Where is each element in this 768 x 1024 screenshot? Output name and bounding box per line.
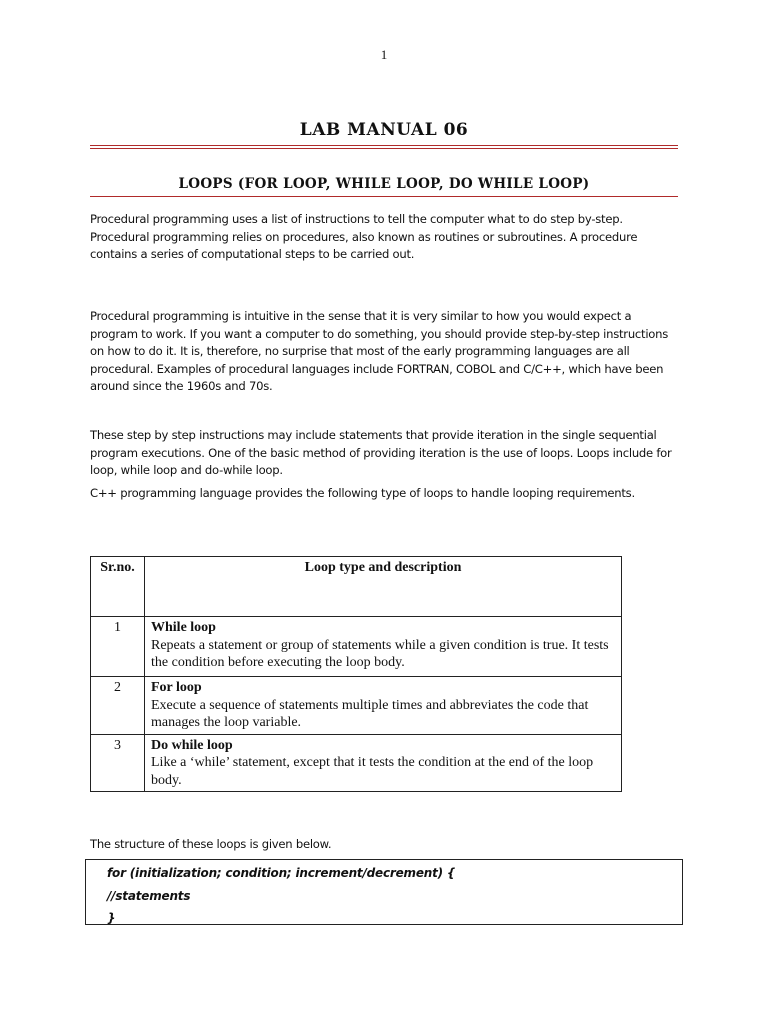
row-number: 1 (91, 617, 145, 677)
row-description-cell (145, 734, 622, 792)
table-row (91, 677, 622, 735)
header-sr-no: Sr.no. (91, 557, 145, 617)
code-line: } (107, 911, 116, 925)
code-snippet-box (85, 859, 683, 925)
table-row (91, 617, 622, 677)
document-title: LAB MANUAL 06 (299, 120, 469, 140)
paragraph-iteration: These step by step instructions may include statements that provide iteration in the single sequential program executions. One of the basic method of providing iteration is the use of loops. Loops include for loop, while loop and do-while loop. (90, 428, 672, 477)
paragraph-cpp-loops: C++ programming language provides the following type of loops to handle looping requirements. (90, 486, 635, 500)
loop-name: For loop (151, 680, 202, 695)
row-description-cell (145, 677, 622, 735)
code-line: //statements (107, 888, 191, 903)
title-double-rule (90, 145, 678, 149)
table-row (91, 734, 622, 792)
section-heading: LOOPS (FOR LOOP, WHILE LOOP, DO WHILE LOOP) (178, 176, 590, 192)
section-heading-rule (90, 196, 678, 197)
loop-name: Do while loop (151, 737, 233, 753)
loop-description: Like a ‘while’ statement, except that it tests the condition at the end of the loop body. (151, 755, 594, 788)
structure-intro-text: The structure of these loops is given below. (90, 837, 332, 851)
loop-description: Repeats a statement or group of statements while a given condition is true. It tests the condition before executing the loop body. (151, 637, 609, 670)
loop-types-table (90, 556, 622, 792)
paragraph-procedural-intuitive: Procedural programming is intuitive in the sense that it is very similar to how you would expect a program to work. If you want a computer to do something, you should provide step-by-step instructions on how to do it. It is, therefore, no surprise that most of the early programming languages are all procedural. Examples of procedural languages include FORTRAN, COBOL and C/C++, which have been around since the 1960s and 70s. (90, 309, 669, 393)
table-header-row (91, 557, 622, 617)
header-loop-type: Loop type and description (145, 557, 622, 617)
code-line: for (initialization; condition; increment/decrement) { (107, 866, 456, 880)
paragraph-procedural-intro: Procedural programming uses a list of instructions to tell the computer what to do step by-step. Procedural programming relies on procedures, also known as routines or subroutines. A procedure contains a series of computational steps to be carried out. (90, 212, 638, 261)
loop-description: Execute a sequence of statements multiple times and abbreviates the code that manages the loop variable. (151, 697, 589, 730)
row-description-cell (145, 617, 622, 677)
page-number: 1 (380, 47, 388, 62)
row-number: 2 (91, 677, 145, 735)
loop-name: While loop (151, 620, 216, 635)
row-number: 3 (91, 734, 145, 792)
